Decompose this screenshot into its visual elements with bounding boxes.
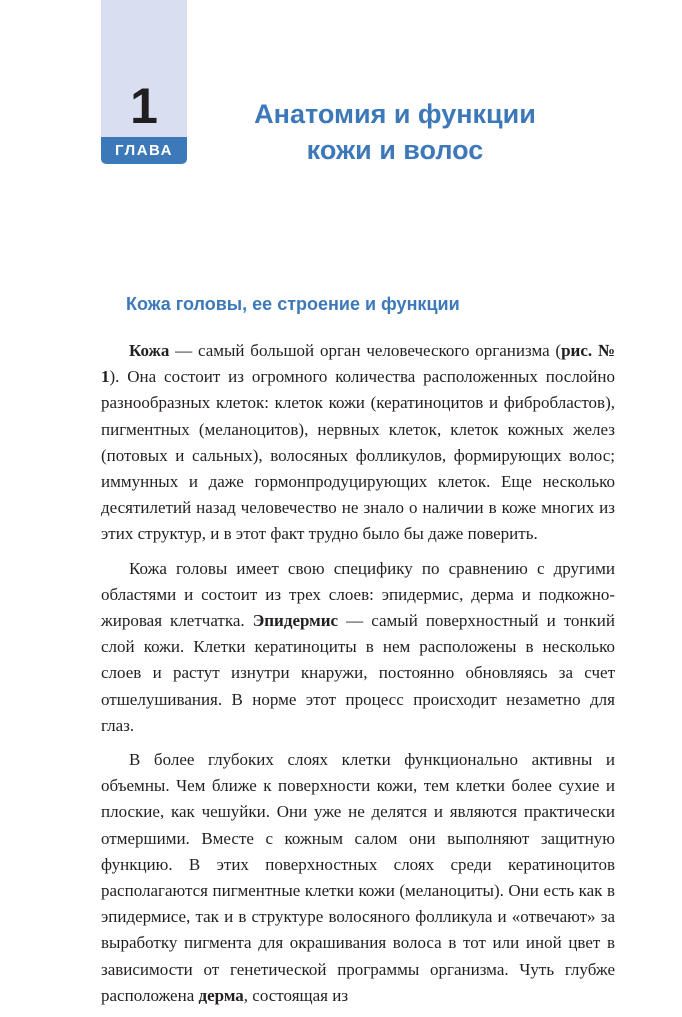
- section-heading: Кожа головы, ее строение и функции: [126, 294, 460, 314]
- paragraph-3-text-a: В более глубоких слоях клетки функционально активны и объемны. Чем ближе к поверхности кожи, тем клетки более сухие и плоские, как чешуйки. Они уже не делятся и являются практически отмершими. Вместе с кожным салом они выполняют защитную функцию. В этих поверхностных слоях среди кератиноцитов располагаются пигментные клетки кожи (меланоциты). Они есть как в эпидермисе, так и в структуре волосяного фолликула и «отвечают» за выработку пигмента для окрашивания волоса в тот или иной цвет в зависимости от генетической программы организма. Чуть глубже расположена: [101, 750, 615, 1005]
- term-epidermis: Эпидермис: [252, 611, 339, 631]
- chapter-title-line2: кожи и волос: [306, 135, 484, 165]
- chapter-title: [210, 96, 580, 168]
- chapter-number: 1: [130, 78, 158, 134]
- figure-reference: рис. № 1: [101, 341, 615, 387]
- chapter-label: ГЛАВА: [101, 137, 187, 164]
- paragraph-2-text-a: Кожа головы имеет свою специфику по сравнению с другими областями и состоит из трех слоев: эпидермис, дерма и подкожно-жировая клетчатка.: [101, 558, 615, 631]
- chapter-title-line1: Анатомия и функции: [254, 99, 536, 129]
- chapter-tab: [101, 0, 187, 164]
- term-dermis: дерма: [198, 985, 244, 1005]
- paragraph-3: [101, 747, 615, 1009]
- term-skin: Кожа: [129, 341, 170, 360]
- paragraph-1-text-a: — самый большой орган человеческого организма (: [169, 341, 562, 360]
- paragraph-3-text-b: , состоящая из: [243, 985, 349, 1005]
- paragraph-1-text-b: ). Она состоит из огромного количества расположенных послойно разнообразных клеток: клеток кожи (кератиноцитов и фибробластов), пигментных (меланоцитов), нервных клеток, клеток кожных желез (потовых и сальных), волосяных фолликулов, формирующих волос; иммунных и даже гормонпродуцирующих клеток. Еще несколько десятилетий назад человечество не знало о наличии в коже многих из этих структур, и в этот факт трудно было бы даже поверить.: [101, 367, 615, 544]
- paragraph-1: [101, 338, 615, 548]
- body-text: [101, 338, 615, 1017]
- paragraph-2: [101, 556, 615, 739]
- paragraph-2-text-b: — самый поверхностный и тонкий слой кожи. Клетки кератиноциты в нем расположены в несколько слоев и растут изнутри кнаружи, постоянно обновляясь за счет отшелушивания. В норме этот процесс происходит незаметно для глаз.: [101, 611, 615, 735]
